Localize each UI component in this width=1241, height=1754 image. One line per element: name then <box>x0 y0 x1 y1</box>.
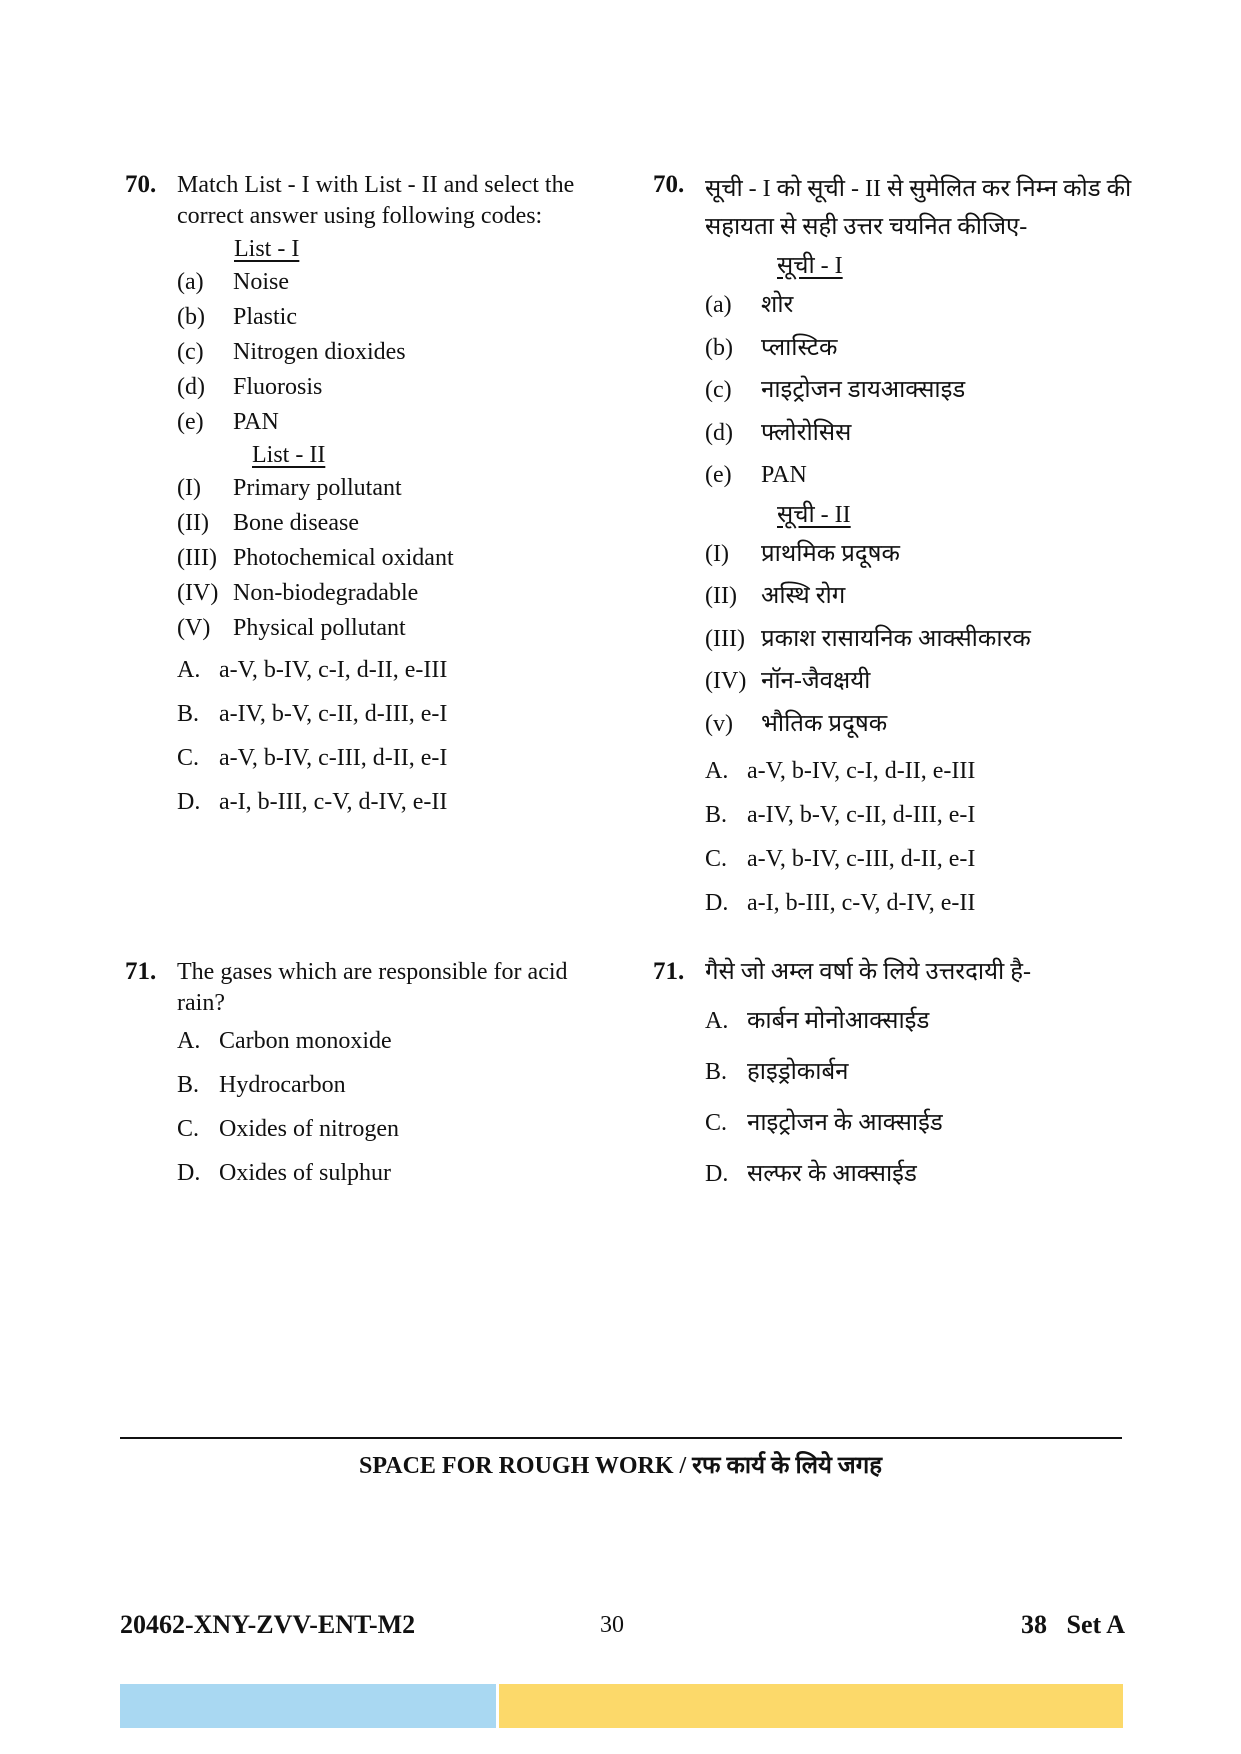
list-item: (d) फ्लोरोसिस <box>705 419 852 446</box>
list-item: (III) प्रकाश रासायनिक आक्सीकारक <box>705 625 1031 652</box>
option-b[interactable]: B. a-IV, b-V, c-II, d-III, e-I <box>177 701 448 727</box>
question-text: गैसे जो अम्ल वर्षा के लिये उत्तरदायी है- <box>705 959 1031 985</box>
question-text: Match List - I with List - II and select the correct answer using following codes: <box>177 172 575 229</box>
rough-work-label: SPACE FOR ROUGH WORK / रफ कार्य के लिये जगह <box>359 1453 882 1479</box>
list-1-heading: List - I <box>234 236 300 262</box>
question-text: The gases which are responsible for acid rain? <box>177 959 568 1016</box>
list-item: (e) PAN <box>177 409 279 435</box>
question-text: सूची - I को सूची - II से सुमेलित कर निम्न कोड की सहायता से सही उत्तर चयनित कीजिए- <box>705 176 1132 240</box>
list-2 <box>705 533 1133 746</box>
option-b[interactable]: B. a-IV, b-V, c-II, d-III, e-I <box>705 802 976 828</box>
answer-options <box>125 1019 595 1195</box>
list-item: (b) Plastic <box>177 304 297 330</box>
option-a[interactable]: A. Carbon monoxide <box>177 1028 392 1054</box>
option-c[interactable]: C. Oxides of nitrogen <box>177 1116 399 1142</box>
list-item: (b) प्लास्टिक <box>705 334 838 361</box>
list-item: (III) Photochemical oxidant <box>177 545 454 571</box>
option-a[interactable]: A. कार्बन मोनोआक्साईड <box>705 1008 930 1034</box>
question-number: 71. <box>653 958 685 985</box>
set-label: 38 Set A <box>1021 1610 1125 1639</box>
question-70-hi <box>653 170 1133 925</box>
footer-blue-bar <box>120 1684 496 1728</box>
list-2 <box>177 471 595 646</box>
option-d[interactable]: D. Oxides of sulphur <box>177 1160 391 1186</box>
question-number: 71. <box>125 958 157 985</box>
list-item: (a) Noise <box>177 269 289 295</box>
list-item: (a) शोर <box>705 292 794 318</box>
option-d[interactable]: D. a-I, b-III, c-V, d-IV, e-II <box>177 789 448 815</box>
list-1 <box>177 265 595 440</box>
question-70-en <box>125 170 595 824</box>
question-71-en <box>125 957 595 1195</box>
hindi-column <box>653 170 1133 1187</box>
list-item: (e) PAN <box>705 462 807 488</box>
list-item: (c) Nitrogen dioxides <box>177 339 406 365</box>
answer-options <box>653 996 1133 1200</box>
question-71-hi <box>653 957 1133 1200</box>
paper-code: 20462-XNY-ZVV-ENT-M2 <box>120 1610 416 1639</box>
list-item: (I) प्राथमिक प्रदूषक <box>705 540 900 567</box>
option-c[interactable]: C. नाइट्रोजन के आक्साईड <box>705 1110 943 1136</box>
list-item: (II) अस्थि रोग <box>705 583 846 609</box>
answer-options <box>705 749 1133 925</box>
list-item: (IV) नॉन-जैवक्षयी <box>705 668 871 694</box>
footer-yellow-bar <box>499 1684 1123 1728</box>
option-b[interactable]: B. Hydrocarbon <box>177 1072 346 1098</box>
list-item: (II) Bone disease <box>177 510 359 536</box>
list-item: (v) भौतिक प्रदूषक <box>705 710 888 737</box>
option-d[interactable]: D. a-I, b-III, c-V, d-IV, e-II <box>705 890 976 916</box>
answer-options <box>177 648 595 824</box>
list-item: (I) Primary pollutant <box>177 475 402 501</box>
option-c[interactable]: C. a-V, b-IV, c-III, d-II, e-I <box>705 846 976 872</box>
list-2-heading: List - II <box>252 442 326 468</box>
list-1-heading: सूची - I <box>777 253 843 279</box>
option-c[interactable]: C. a-V, b-IV, c-III, d-II, e-I <box>177 745 448 771</box>
english-column <box>125 170 595 1186</box>
page-number: 30 <box>600 1612 624 1638</box>
option-b[interactable]: B. हाइड्रोकार्बन <box>705 1059 849 1085</box>
list-item: (c) नाइट्रोजन डायआक्साइड <box>705 377 966 403</box>
option-d[interactable]: D. सल्फर के आक्साईड <box>705 1161 917 1187</box>
list-2-heading: सूची - II <box>777 501 851 528</box>
question-number: 70. <box>653 171 685 198</box>
list-item: (d) Fluorosis <box>177 374 323 400</box>
list-1 <box>705 284 1133 497</box>
list-item: (IV) Non-biodegradable <box>177 580 419 606</box>
rough-work-divider <box>120 1437 1122 1439</box>
option-a[interactable]: A. a-V, b-IV, c-I, d-II, e-III <box>705 758 976 784</box>
option-a[interactable]: A. a-V, b-IV, c-I, d-II, e-III <box>177 657 448 683</box>
question-number: 70. <box>125 171 157 198</box>
list-item: (V) Physical pollutant <box>177 615 406 641</box>
